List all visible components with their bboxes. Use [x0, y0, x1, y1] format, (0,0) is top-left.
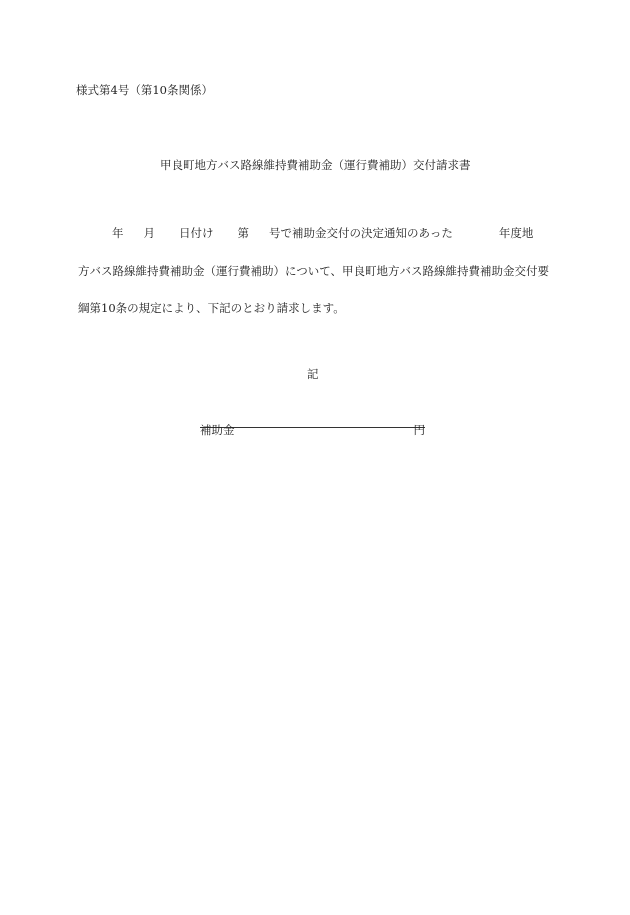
fiscal-year-label: 年度地 [498, 226, 534, 240]
day-label: 日付け [179, 226, 214, 240]
body-line-2: 方バス路線維持費補助金（運行費補助）について、甲良町地方バス路線維持費補助金交付要 [78, 264, 550, 278]
year-label: 年 [112, 226, 124, 240]
month-label: 月 [143, 226, 155, 240]
body-line-3: 綱第10条の規定により、下記のとおり請求します。 [78, 301, 345, 315]
dai-label: 第 [237, 226, 249, 240]
body-line-1 [78, 228, 533, 240]
document-title: 甲良町地方バス路線維持費補助金（運行費補助）交付請求書 [160, 158, 471, 172]
ki-heading: 記 [307, 367, 319, 381]
subsidy-amount-row [200, 423, 425, 437]
form-number: 様式第4号（第10条関係） [76, 83, 213, 97]
subsidy-amount-field[interactable] [240, 425, 409, 437]
subsidy-amount-label: 補助金 [200, 423, 235, 437]
notice-text: 号で補助金交付の決定通知のあった [269, 226, 453, 240]
yen-unit: 円 [413, 423, 425, 437]
